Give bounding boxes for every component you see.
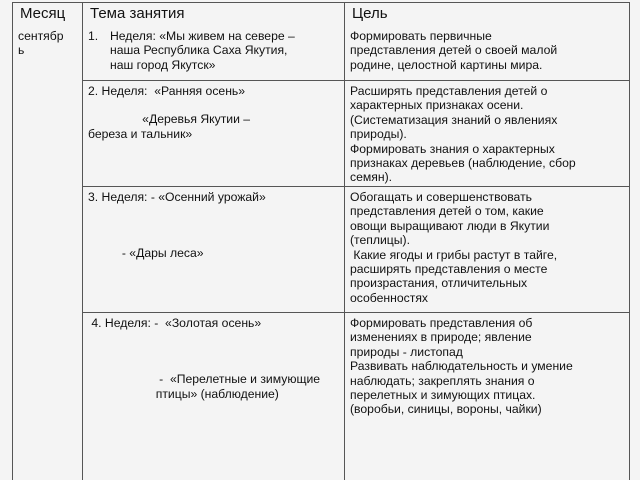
goal-line: перелетных и зимующих птицах. bbox=[350, 388, 536, 403]
header-goal-label: Цель bbox=[352, 5, 388, 22]
month-cell bbox=[12, 24, 82, 480]
goal-line: Развивать наблюдательность и умение bbox=[350, 359, 573, 374]
topic-cell-3 bbox=[82, 186, 344, 312]
header-month-label: Месяц bbox=[20, 5, 66, 22]
goal-line: наблюдать; закреплять знания о bbox=[350, 373, 535, 388]
topic-line: - «Перелетные и зимующие bbox=[88, 372, 321, 387]
header-topic-label: Тема занятия bbox=[90, 5, 185, 22]
goal-line: Формировать представления об bbox=[350, 316, 533, 330]
topic-line: наша Республика Саха Якутия, bbox=[110, 43, 288, 58]
topic-cell-2 bbox=[82, 80, 344, 186]
topic-cell-1 bbox=[82, 24, 344, 80]
topic-cell-4 bbox=[82, 312, 344, 480]
topic-line bbox=[88, 344, 339, 358]
list-number: 1. bbox=[88, 29, 99, 43]
topic-line: 3. Неделя: - «Осенний урожай» bbox=[88, 190, 266, 204]
goal-line: Формировать знания о характерных bbox=[350, 141, 555, 156]
goal-cell-3 bbox=[344, 186, 630, 312]
topic-line: птицы» (наблюдение) bbox=[88, 386, 279, 401]
goal-line: овощи выращивают люди в Якутии bbox=[350, 218, 550, 233]
goal-cell-1 bbox=[344, 24, 630, 80]
topic-line bbox=[88, 330, 339, 344]
goal-line: Какие ягоды и грибы растут в тайге, bbox=[350, 247, 558, 262]
topic-line: 4. Неделя: - «Золотая осень» bbox=[88, 316, 262, 330]
goal-line: изменениях в природе; явление bbox=[350, 330, 532, 345]
header-month bbox=[12, 2, 82, 24]
goal-line: особенностях bbox=[350, 290, 429, 305]
topic-line bbox=[88, 98, 339, 112]
topic-line: - «Дары леса» bbox=[88, 246, 204, 261]
goal-line: представления детей о своей малой bbox=[350, 43, 558, 58]
topic-line: 2. Неделя: «Ранняя осень» bbox=[88, 84, 246, 98]
month-line: сентябр bbox=[18, 29, 64, 43]
header-goal bbox=[344, 2, 630, 24]
topic-line bbox=[88, 218, 339, 232]
goal-line: семян). bbox=[350, 170, 393, 185]
topic-line bbox=[88, 204, 339, 218]
goal-line: признаках деревьев (наблюдение, сбор bbox=[350, 156, 576, 171]
goal-line: Обогащать и совершенствовать bbox=[350, 190, 533, 204]
goal-line: (Систематизация знаний о явлениях bbox=[350, 112, 558, 127]
topic-text: Неделя: «Мы живем на севере – bbox=[110, 29, 295, 43]
goal-line: Формировать первичные bbox=[350, 29, 492, 43]
goal-line: природы - листопад bbox=[350, 344, 463, 359]
goal-cell-2 bbox=[344, 80, 630, 186]
topic-line: «Деревья Якутии – bbox=[88, 112, 251, 127]
header-topic bbox=[82, 2, 344, 24]
goal-line: родине, целостной картины мира. bbox=[350, 57, 543, 72]
topic-line bbox=[88, 232, 339, 246]
goal-cell-4 bbox=[344, 312, 630, 480]
goal-line: произрастания, отличительных bbox=[350, 276, 528, 291]
goal-line: расширять представления о месте bbox=[350, 262, 548, 277]
month-line: ь bbox=[18, 43, 25, 58]
goal-line: природы). bbox=[350, 127, 407, 142]
topic-line: наш город Якутск» bbox=[110, 57, 216, 72]
topic-line: береза и тальник» bbox=[88, 126, 193, 141]
topic-line bbox=[88, 358, 339, 372]
topic-line bbox=[88, 29, 339, 43]
goal-line: Расширять представления детей о bbox=[350, 84, 548, 98]
goal-line: характерных признаках осени. bbox=[350, 98, 524, 113]
goal-line: (воробьи, синицы, вороны, чайки) bbox=[350, 402, 542, 417]
goal-line: (теплицы). bbox=[350, 233, 410, 248]
goal-line: представления детей о том, какие bbox=[350, 204, 544, 219]
